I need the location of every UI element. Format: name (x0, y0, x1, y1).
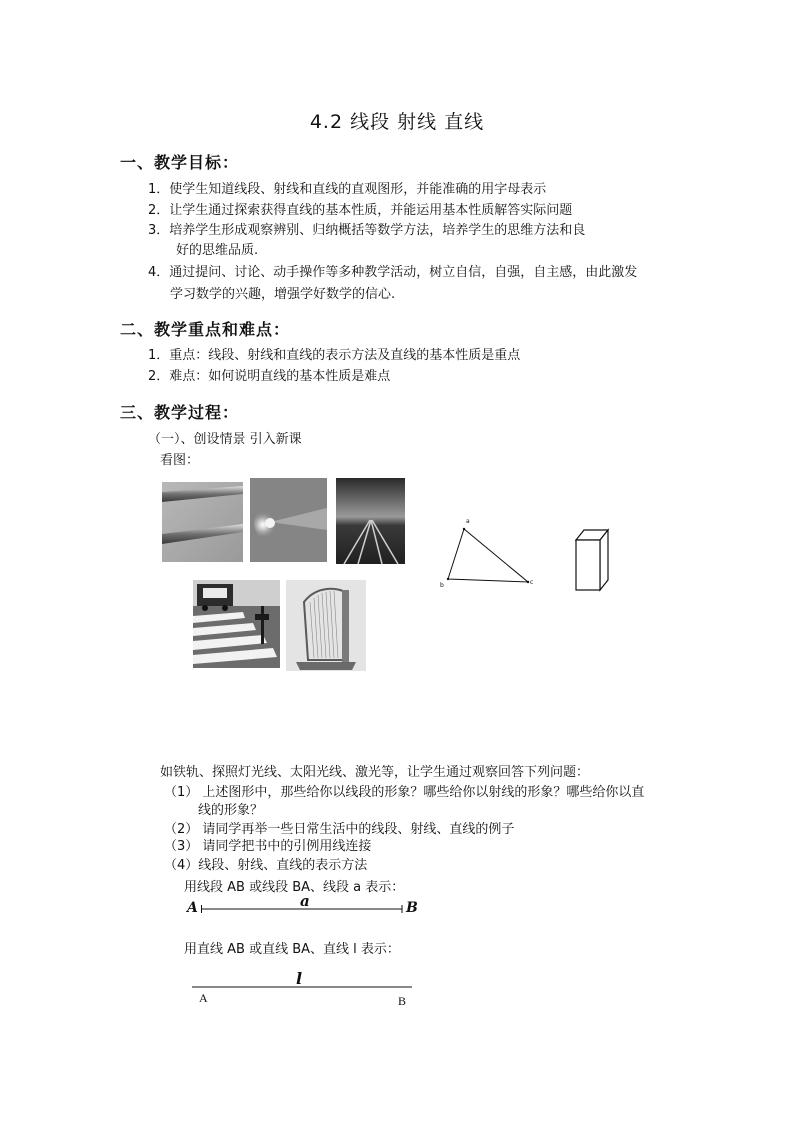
line-ab-figure (192, 984, 414, 990)
question-4: （4）线段、射线、直线的表示方法 (164, 858, 368, 873)
key-point-item-2: 2．难点：如何说明直线的基本性质是难点 (148, 369, 391, 384)
segment-label-B: B (406, 900, 418, 916)
cuboid-figure (574, 526, 612, 592)
objective-item-4: 4．通过提问、讨论、动手操作等多种教学活动，树立自信，自强，自主感，由此激发 (148, 265, 638, 280)
key-point-item-1: 1．重点：线段、射线和直线的表示方法及直线的基本性质是重点 (148, 348, 521, 363)
triangle-figure (436, 516, 536, 592)
objective-item-1: 1．使学生知道线段、射线和直线的直观图形，并能准确的用字母表示 (148, 182, 547, 197)
objective-item-2: 2．让学生通过探索获得直线的基本性质，并能运用基本性质解答实际问题 (148, 203, 573, 218)
triangle-label-a: a (466, 518, 470, 525)
question-1: （1） 上述图形中，那些给你以线段的形象？哪些给你以射线的形象？哪些给你以直 (164, 785, 645, 800)
process-subheading: （一）、创设情景 引入新课 (148, 432, 302, 447)
harp-photo (286, 580, 366, 671)
rails-photo (162, 482, 243, 562)
objective-item-3: 3．培养学生形成观察辨别、归纳概括等数学方法，培养学生的思维方法和良 (148, 223, 586, 238)
objective-item-3-cont: 好的思维品质. (176, 243, 259, 258)
searchlight-photo (250, 478, 327, 562)
triangle-label-b: b (440, 582, 444, 589)
page-title: 4.2 线段 射线 直线 (309, 111, 485, 133)
question-1-cont: 线的形象？ (198, 803, 264, 818)
line-label-l: l (296, 969, 303, 988)
look-label: 看图： (160, 453, 200, 468)
section-heading-process: 三、教学过程： (120, 403, 240, 422)
line-label-B: B (398, 994, 407, 1008)
segment-label-a: a (300, 892, 310, 910)
crosswalk-photo (193, 580, 280, 668)
objective-item-4-cont: 学习数学的兴趣，增强学好数学的信心. (170, 287, 396, 302)
section-heading-key-points: 二、教学重点和难点： (120, 320, 291, 339)
section-heading-objectives: 一、教学目标： (120, 153, 240, 172)
segment-label-A: A (187, 900, 198, 916)
intro-text: 如铁轨、探照灯光线、太阳光线、激光等，让学生通过观察回答下列问题： (160, 765, 590, 780)
line-description: 用直线 AB 或直线 BA、直线 l 表示： (184, 942, 400, 957)
line-label-A: A (199, 991, 208, 1005)
railway-photo (336, 478, 405, 564)
question-3: （3） 请同学把书中的引例用线连接 (164, 839, 372, 854)
triangle-label-c: c (530, 579, 534, 586)
segment-description: 用线段 AB 或线段 BA、线段 a 表示： (184, 880, 405, 895)
question-2: （2） 请同学再举一些日常生活中的线段、射线、直线的例子 (164, 822, 515, 837)
